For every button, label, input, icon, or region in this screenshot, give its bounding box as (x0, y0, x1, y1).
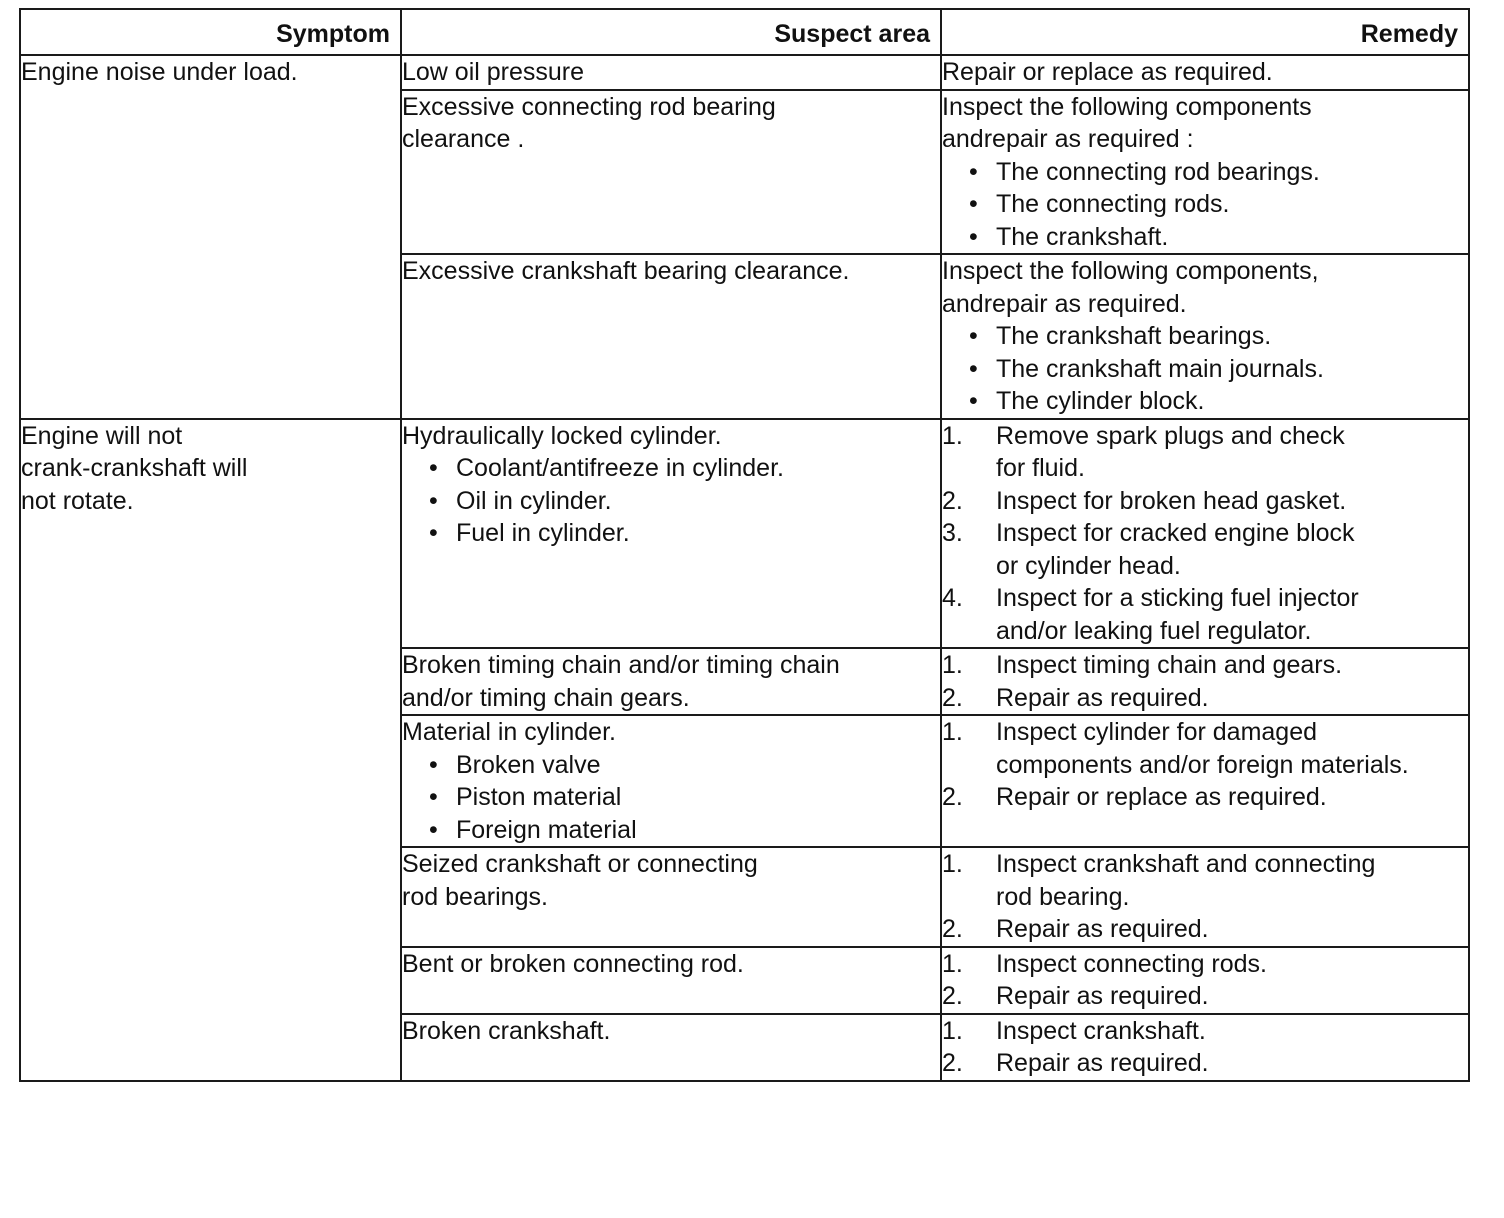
step-item (942, 913, 1468, 946)
suspect-line: Bent or broken connecting rod. (402, 949, 744, 978)
suspect-line: Broken crankshaft. (402, 1016, 611, 1045)
suspect-line: Material in cylinder. (402, 718, 616, 746)
step-number: 2. (942, 1049, 963, 1077)
suspect-line: Seized crankshaft or connecting (402, 850, 758, 878)
remedy-step-list (942, 948, 1468, 1013)
bullet-item: • The crankshaft. (942, 221, 1468, 254)
table-row (20, 55, 1469, 90)
remedy-cell (941, 90, 1469, 255)
step-number: 1. (942, 949, 963, 978)
bullet-item: • The crankshaft bearings. (942, 320, 1468, 353)
remedy-cell (941, 1014, 1469, 1081)
header-symptom: Symptom (20, 9, 401, 55)
step-number: 2. (942, 783, 963, 811)
step-number: 1. (942, 651, 963, 679)
remedy-step-list (942, 848, 1468, 946)
remedy-cell (941, 847, 1469, 947)
remedy-cell (941, 947, 1469, 1014)
step-line: Repair as required. (996, 1049, 1209, 1077)
suspect-bullet-list (402, 749, 940, 847)
suspect-line: Low oil pressure (402, 58, 585, 86)
bullet-item: • The cylinder block. (942, 385, 1468, 418)
remedy-line: andrepair as required : (942, 125, 1194, 153)
suspect-bullet-list (402, 452, 940, 550)
suspect-line: rod bearings. (402, 882, 548, 911)
remedy-step-list (942, 716, 1468, 814)
remedy-cell (941, 648, 1469, 715)
step-item (942, 980, 1468, 1013)
step-item (942, 1047, 1468, 1080)
header-row (20, 9, 1469, 55)
step-item (942, 948, 1468, 981)
suspect-cell (401, 847, 941, 947)
diagnosis-table (19, 8, 1470, 1082)
step-number: 2. (942, 683, 963, 712)
table-row (20, 419, 1469, 649)
bullet-item: • Foreign material (402, 814, 940, 847)
step-item (942, 420, 1468, 485)
remedy-bullet-list (942, 320, 1468, 418)
step-item (942, 682, 1468, 715)
step-number: 1. (942, 718, 963, 746)
bullet-item: • The crankshaft main journals. (942, 353, 1468, 386)
remedy-line: Repair or replace as required. (942, 58, 1273, 86)
header-suspect-area: Suspect area (401, 9, 941, 55)
remedy-step-list (942, 649, 1468, 714)
symptom-cell (20, 419, 401, 1081)
suspect-cell (401, 55, 941, 90)
step-number: 2. (942, 915, 963, 943)
remedy-cell (941, 55, 1469, 90)
step-number: 4. (942, 584, 963, 612)
suspect-cell (401, 90, 941, 255)
remedy-cell (941, 254, 1469, 419)
header-remedy: Remedy (941, 9, 1469, 55)
remedy-line: andrepair as required. (942, 289, 1187, 318)
step-line: Inspect for broken head gasket. (996, 486, 1347, 515)
step-line: Inspect for a sticking fuel injector (996, 584, 1359, 612)
symptom-line: not rotate. (21, 486, 134, 515)
step-line: Repair as required. (996, 982, 1209, 1010)
step-number: 3. (942, 519, 963, 547)
symptom-cell (20, 55, 401, 419)
step-line: rod bearing. (996, 882, 1130, 911)
step-line: Repair as required. (996, 915, 1209, 943)
step-number: 1. (942, 850, 963, 878)
suspect-cell (401, 254, 941, 419)
symptom-line: Engine will not (21, 421, 183, 450)
step-number: 1. (942, 1016, 963, 1045)
suspect-line: Excessive connecting rod bearing (402, 92, 776, 121)
remedy-cell (941, 419, 1469, 649)
step-line: Inspect crankshaft. (996, 1016, 1206, 1045)
step-line: Inspect cylinder for damaged (996, 718, 1318, 746)
remedy-line: Inspect the following components (942, 92, 1312, 121)
step-line: components and/or foreign materials. (996, 750, 1409, 779)
step-item (942, 649, 1468, 682)
bullet-item: • Piston material (402, 781, 940, 814)
bullet-item: • Coolant/antifreeze in cylinder. (402, 452, 940, 485)
bullet-item: • The connecting rods. (942, 188, 1468, 221)
suspect-cell (401, 648, 941, 715)
step-item (942, 582, 1468, 647)
step-line: and/or leaking fuel regulator. (996, 616, 1312, 645)
step-line: Inspect crankshaft and connecting (996, 850, 1376, 878)
bullet-item: • The connecting rod bearings. (942, 156, 1468, 189)
suspect-line: Hydraulically locked cylinder. (402, 421, 722, 450)
remedy-step-list (942, 1015, 1468, 1080)
step-line: Inspect for cracked engine block (996, 519, 1355, 547)
remedy-step-list (942, 420, 1468, 648)
step-line: Inspect connecting rods. (996, 949, 1267, 978)
suspect-line: and/or timing chain gears. (402, 683, 690, 712)
step-number: 2. (942, 486, 963, 515)
suspect-cell (401, 715, 941, 847)
step-item (942, 781, 1468, 814)
remedy-bullet-list (942, 156, 1468, 254)
suspect-line: clearance . (402, 125, 525, 153)
bullet-item: • Oil in cylinder. (402, 485, 940, 518)
suspect-line: Broken timing chain and/or timing chain (402, 651, 840, 679)
bullet-item: • Fuel in cylinder. (402, 517, 940, 550)
step-line: or cylinder head. (996, 551, 1181, 580)
step-line: for fluid. (996, 454, 1085, 482)
remedy-cell (941, 715, 1469, 847)
step-item (942, 517, 1468, 582)
step-item (942, 716, 1468, 781)
suspect-line: Excessive crankshaft bearing clearance. (402, 257, 850, 285)
symptom-line: Engine noise under load. (21, 58, 298, 86)
step-line: Repair as required. (996, 683, 1209, 712)
step-line: Repair or replace as required. (996, 783, 1327, 811)
symptom-line: crank-crankshaft will (21, 454, 248, 482)
step-line: Inspect timing chain and gears. (996, 651, 1343, 679)
remedy-line: Inspect the following components, (942, 257, 1319, 285)
step-line: Remove spark plugs and check (996, 421, 1345, 450)
bullet-item: • Broken valve (402, 749, 940, 782)
step-item (942, 485, 1468, 518)
suspect-cell (401, 419, 941, 649)
step-item (942, 848, 1468, 913)
step-number: 2. (942, 982, 963, 1010)
suspect-cell (401, 1014, 941, 1081)
step-item (942, 1015, 1468, 1048)
suspect-cell (401, 947, 941, 1014)
step-number: 1. (942, 421, 963, 450)
